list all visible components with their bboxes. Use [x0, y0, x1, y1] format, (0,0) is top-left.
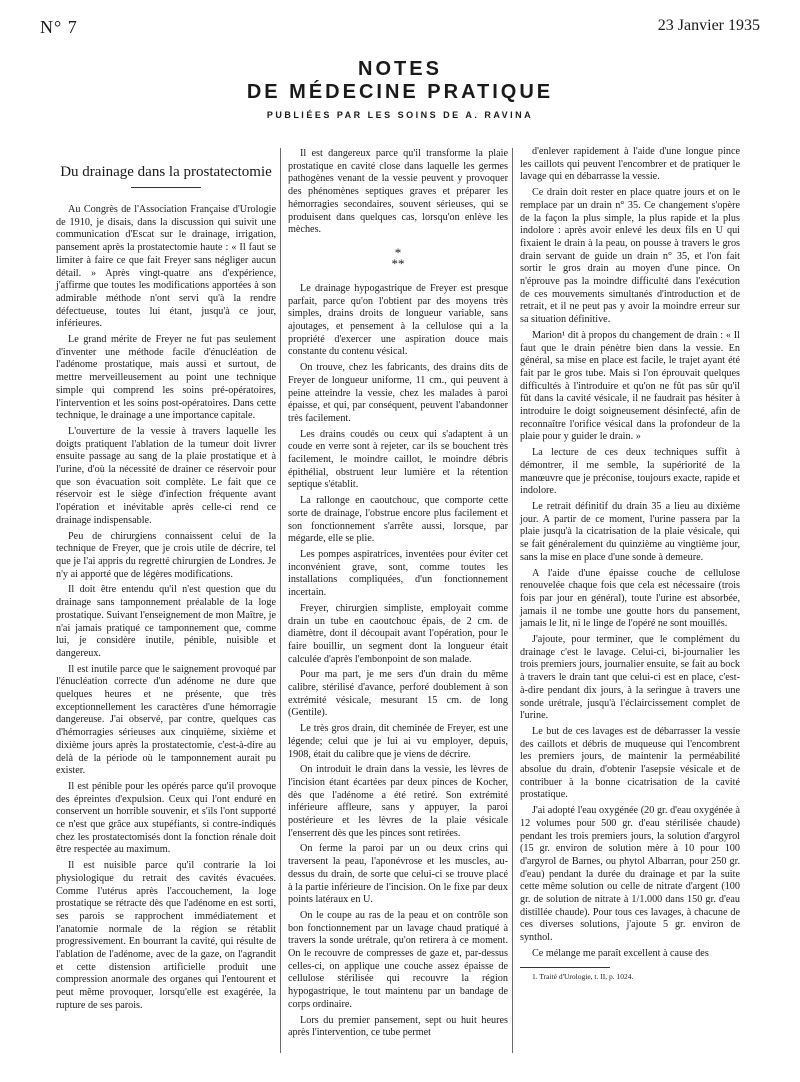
masthead-medecine-pratique: DE MÉDECINE PRATIQUE: [246, 81, 554, 103]
paragraph: Il doit être entendu qu'il n'est question que du drainage sans tamponnement préalable de la loge prostatique. Suivant l'enseignement de mon Maître, je n'ai jamais pratiqué ce tamponnement que, comme lui, je considère inutile, pénible, nuisible et dangereux.: [56, 584, 276, 659]
masthead-notes: NOTES: [358, 58, 442, 80]
paragraph: Il est pénible pour les opérés parce qu'il provoque des épreintes d'expulsion. Ceux qui l'ont enduré en conservent un horrible souvenir, et s'ils l'ont supporté ce n'est que grâce aux stupéfiants, si contre-indiqués chez les prostatectomisés dont la fonction rénale doit être respectée au maximum.: [56, 780, 276, 856]
column-2-intro: [288, 148, 508, 237]
column-divider: [280, 148, 281, 1053]
paragraph: La lecture de ces deux techniques suffit à démontrer, il me semble, la supériorité de la manœuvre que je préconise, toujours exacte, rapide et indolore.: [520, 447, 740, 497]
column-2: [288, 148, 508, 1043]
paragraph: Il est nuisible parce qu'il contrarie la loi physiologique du retrait des cavités évacuées. Comme l'utérus après l'accouchement, la loge prostatique se rétracte dès que l'adénome en est sorti, ses parois se rapprochent immédiatement et l'anatomie normale de la région se rétablit progressivement. En bourrant la cavité, qui résulte de l'ablation de l'adénome, avec de la gaze, on l'agrandit et cette distension artificielle produit une compression anormale des organes qui l'entourent et peut même provoquer, lorsqu'elle est exagérée, la rupture de ses parois.: [56, 860, 276, 1011]
issue-number: N° 7: [40, 17, 78, 37]
paragraph: On ferme la paroi par un ou deux crins qui traversent la peau, l'aponévrose et les muscles, au-dessus du drain, de sorte que celui-ci se trouve placé à la partie inférieure de l'incision. On le fixe par deux points latéraux en U.: [288, 843, 508, 906]
star-bottom: **: [391, 255, 405, 271]
paragraph: d'enlever rapidement à l'aide d'une longue pince les caillots qui peuvent l'encombrer et de pratiquer le lavage qui en débarrasse la vessie.: [520, 146, 740, 183]
paragraph: Il est inutile parce que le saignement provoqué par l'énucléation correcte d'un adénome ne dure que quelques heures et ne présente, que très exceptionnellement les caractères d'une hémorragie dangereuse. J'ai observé, par contre, quelques cas d'hémorragies sérieuses aux cinquième, sixième et dixième jours après la prostatectomie, c'est-à-dire au delà de la période où le tamponnement aurait pu exister.: [56, 663, 276, 777]
paragraph: Freyer, chirurgien simpliste, employait comme drain un tube en caoutchouc épais, de 2 cm. de diamètre, dont il découpait avant l'opération, pour le faire bouillir, un segment dont la longueur était calculée d'après l'embonpoint de son malade.: [288, 602, 508, 665]
issue-date: 23 Janvier 1935: [657, 17, 760, 34]
footnote: 1. Traité d'Urologie, t. II, p. 1024.: [532, 971, 634, 981]
column-2-body: [288, 283, 508, 1040]
paragraph: Il est dangereux parce qu'il transforme la plaie prostatique en cavité close dans laquelle les germes pathogènes venant de la vessie peuvent y provoquer des phénomènes septiques graves et préparer les hémorragies secondaires, souvent sérieuses, qui se produisent dans quelques cas, lorsqu'on enlève les mèches.: [288, 148, 508, 236]
title-rule: [131, 187, 201, 188]
section-separator-stars: [288, 244, 508, 271]
paragraph: Le but de ces lavages est de débarrasser la vessie des caillots et débris de muqueuse qui l'encombrent les premiers jours, de maintenir la perméabilité absolue du drain, d'obtenir l'asepsie vésicale et de contribuer à la bonne cicatrisation de la cavité prostatique.: [520, 725, 740, 801]
paragraph: Le très gros drain, dit cheminée de Freyer, est une légende; celui que je lui ai vu employer, depuis, 1908, était du calibre que je viens de décrire.: [288, 723, 508, 760]
paragraph: A l'aide d'une épaisse couche de cellulose renouvelée chaque fois que cela est nécessaire (trois fois par jour en général), toute l'urine est absorbée, jamais il ne tombe une goutte hors du pansement, jamais le lit, ni le linge de l'opéré ne sont mouillés.: [520, 567, 740, 630]
article-title: Du drainage dans la prostatectomie: [60, 164, 272, 180]
column-1: [56, 148, 276, 1016]
paragraph: Le retrait définitif du drain 35 a lieu au dixième jour. A partir de ce moment, l'urine passera par la plaie jusqu'à la cicatrisation de la plaie vésicale, qui se fait généralement du quinzième au vingtième jour, sans la mise en place d'une sonde à demeure.: [520, 500, 740, 563]
paragraph: Peu de chirurgiens connaissent celui de la technique de Freyer, que je crois utile de décrire, tel que je l'ai appris du regretté chirurgien de Londres. Je n'y ai apporté que de légères modifications.: [56, 530, 276, 580]
paragraph: Pour ma part, je me sers d'un drain du même calibre, stérilisé d'avance, perforé doublement à son extrémité vésicale, mesurant 15 cm. de long (Gentile).: [288, 669, 508, 719]
paragraph: J'ajoute, pour terminer, que le complément du drainage c'est le lavage. Celui-ci, bi-journalier les trois premiers jours, journalier ensuite, se fait au bock à travers le drain tant que celui-ci est en place, c'est-à-dire pendant dix jours, à la seringue à travers une sonde urétrale, jusqu'à l'éclaircissement complet de l'urine.: [520, 634, 740, 722]
column-1-body: [56, 204, 276, 1013]
star-top: *: [394, 244, 402, 260]
paragraph: On trouve, chez les fabricants, des drains dits de Freyer de longueur uniforme, 11 cm., qui peuvent à peine atteindre la vessie, chez les malades à paroi épaisse, et qui, par conséquent, peuvent l'abandonner très facilement.: [288, 362, 508, 424]
paragraph: Lors du premier pansement, sept ou huit heures après l'intervention, ce tube permet: [288, 1014, 508, 1039]
masthead-editor-line: PUBLIÉES PAR LES SOINS DE A. RAVINA: [266, 110, 534, 120]
paragraph: Ce mélange me paraît excellent à cause des: [532, 947, 709, 959]
paragraph: J'ai adopté l'eau oxygénée (20 gr. d'eau oxygénée à 12 volumes pour 500 gr. d'eau stérilisée chaude) pendant les trois premiers jours, la solution d'argyrol (15 gr. environ de solution mère à 10 pour 100 d'argyrol de Barnes, ou phytol Albarran, pour 250 gr. d'eau) pendant la durée du drainage et par la suite cette même solution ou celle de nitrate d'argent (100 gr. de solution de nitrate à 1/1.000 dans 150 gr. d'eau distillée chaude). Pour tous ces lavages, à chacune de ces diverses solutions, j'ajoute 5 gr. environ de synthol.: [520, 805, 740, 944]
paragraph: La rallonge en caoutchouc, que comporte cette sorte de drainage, l'obstrue encore plus facilement et son fonctionnement s'arrête aussi, lorsque, par mégarde, elle se plie.: [288, 495, 508, 545]
paragraph: On introduit le drain dans la vessie, les lèvres de l'incision étant écartées par deux pinces de Kocher, dès que l'adénome a été retiré. Son extrémité inférieure affleure, sans y appuyer, la paroi postérieure et les lèvres de la plaie vésicale l'enserrent dès que les pinces sont retirées.: [288, 764, 508, 839]
column-divider: [512, 148, 513, 1053]
paragraph: Le drainage hypogastrique de Freyer est presque parfait, parce qu'on l'obtient par des moyens très simples, drains droits de longueur variable, sans ajoutages, et pensement à la cellulose qui a la propriété d'exercer une aspiration douce mais constante du contenu vésical.: [288, 282, 508, 358]
paragraph: Ce drain doit rester en place quatre jours et on le remplace par un drain n° 35. Ce changement s'opère de la façon la plus simple, la plus rapide et la plus indolore : après avoir enlevé les deux fils en U qui fixaient le drain à la peau, on pousse à travers le gros drain servant de guide un drain n° 35, et l'on fait sortir le gros drain au moyen d'une pince. On n'éprouve pas la moindre difficulté dans l'exécution de ces mouvements simultanés d'introduction et de retrait, et il ne peut pas y avoir la moindre erreur sur sa situation définitive.: [520, 187, 740, 326]
paragraph: Au Congrès de l'Association Française d'Urologie de 1910, je disais, dans la discussion qui suivit une communication d'Escat sur le drainage, irrigation, pansement après la prostatectomie haute : « Il faut se limiter à faire ce que fait Freyer sans négliger aucun détail. » Après vingt-quatre ans d'expérience, j'affirme que toutes les modifications apportées à son admirable méthode n'ont servi qu'à la rendre défectueuse, toutes lui étant, jusqu'à ce jour, inférieures.: [56, 204, 276, 330]
paragraph: On le coupe au ras de la peau et on contrôle son bon fonctionnement par un lavage chaud pratiqué à travers la sonde urétrale, qu'on retirera à ce moment. On le recouvre de compresses de gaze et, par-dessus celles-ci, on applique une couche assez épaisse de cellulose stérilisée qui recouvre la région hypogastrique, le tout maintenu par un bandage de corps ordinaire.: [288, 909, 508, 1010]
paragraph: Marion¹ dit à propos du changement de drain : « Il faut que le drain pénètre bien dans la vessie. En général, sa mise en place est facile, le trajet ayant été fait par le gros tube. Mais si l'on éprouvait quelques difficultés à l'introduire et qu'on ne fût pas sûr qu'il fût dans la cavité vésicale, il ne faudrait pas hésiter à introduire le doigt soigneusement désinfecté, afin de reconnaître l'orifice vésical dans la profondeur de la plaie pour y guider le drain. »: [520, 329, 740, 443]
paragraph: L'ouverture de la vessie à travers laquelle les doigts pratiquent l'ablation de la tumeur doit livrer ensuite passage au sang de la plaie prostatique et à l'urine, d'où la nécessité de drainer ce réservoir pour que son évacuation soit complète. Le fait que ce réservoir est le siège d'infection fréquente avant l'opération et inévitable après celle-ci rend ce drainage indispensable.: [56, 425, 276, 526]
paragraph: Les drains coudés ou ceux qui s'adaptent à un coude en verre sont à rejeter, car ils se bouchent très facilement, le moindre caillot, le moindre débris épithélial, obstruent leur lumière et la rétention septique s'établit.: [288, 428, 508, 491]
column-3: [520, 146, 740, 982]
paragraph: Le grand mérite de Freyer ne fut pas seulement d'inventer une méthode facile d'énucléation de l'adénome prostatique, mais aussi et surtout, de mettre merveilleusement au point une technique simple qui comprend les soins pré-opératoires, l'intervention et les soins post-opératoires. Dans cette technique, le drainage a une importance capitale.: [56, 334, 276, 422]
footnote-rule: [520, 967, 610, 968]
paragraph: Les pompes aspiratrices, inventées pour éviter cet inconvénient grave, sont, comme toutes les installations compliquées, d'un fonctionnement incertain.: [288, 548, 508, 599]
column-3-body: [520, 146, 740, 961]
